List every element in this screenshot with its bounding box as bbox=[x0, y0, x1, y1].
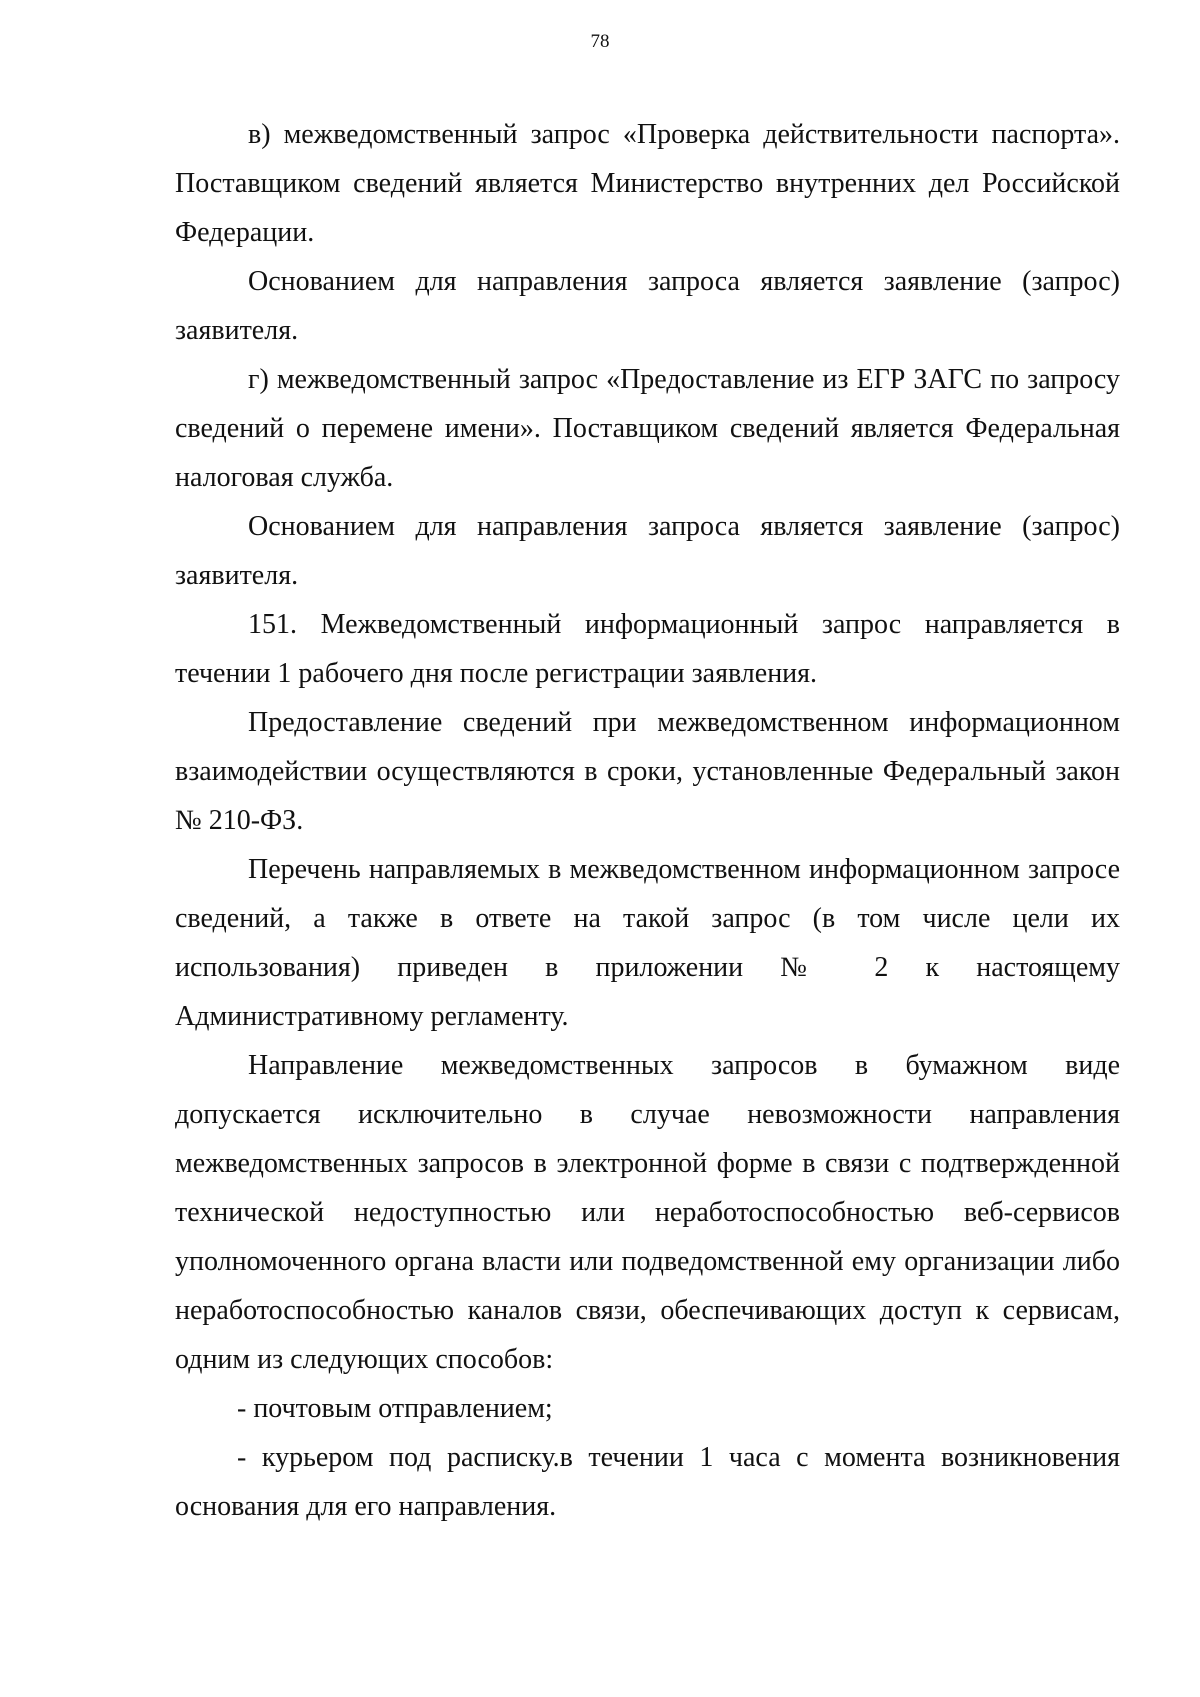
paragraph-request-v: в) межведомственный запрос «Проверка действительности паспорта». Поставщиком сведений является Министерство внутренних дел Российской Федерации. bbox=[175, 119, 1120, 248]
paragraph-basis-2: Основанием для направления запроса является заявление (запрос) заявителя. bbox=[175, 511, 1120, 591]
paragraph-provision-terms: Предоставление сведений при межведомственном информационном взаимодействии осуществляются в сроки, установленные Федеральный закон № 210-ФЗ. bbox=[175, 707, 1120, 836]
document-body bbox=[175, 110, 1120, 1531]
paragraph-list-reference: Перечень направляемых в межведомственном информационном запросе сведений, а также в ответе на такой запрос (в том числе цели их использования) приведен в приложении № 2 к настоящему Административному регламенту. bbox=[175, 854, 1120, 1032]
paragraph-request-g: г) межведомственный запрос «Предоставление из ЕГР ЗАГС по запросу сведений о перемене имени». Поставщиком сведений является Федеральная налоговая служба. bbox=[175, 364, 1120, 493]
paragraph-clause-151: 151. Межведомственный информационный запрос направляется в течении 1 рабочего дня после регистрации заявления. bbox=[175, 609, 1120, 689]
list-item-postal: - почтовым отправлением; bbox=[237, 1393, 553, 1424]
paragraph-paper-requests: Направление межведомственных запросов в бумажном виде допускается исключительно в случае невозможности направления межведомственных запросов в электронной форме в связи с подтвержденной технической недоступностью или неработоспособностью веб-сервисов уполномоченного органа власти или подведомственной ему организации либо неработоспособностью каналов связи, обеспечивающих доступ к сервисам, одним из следующих способов: bbox=[175, 1050, 1120, 1375]
paragraph-basis-1: Основанием для направления запроса является заявление (запрос) заявителя. bbox=[175, 266, 1120, 346]
page-number: 78 bbox=[590, 31, 610, 52]
list-item-courier: - курьером под расписку.в течении 1 часа с момента возникновения основания для его направления. bbox=[175, 1442, 1120, 1522]
